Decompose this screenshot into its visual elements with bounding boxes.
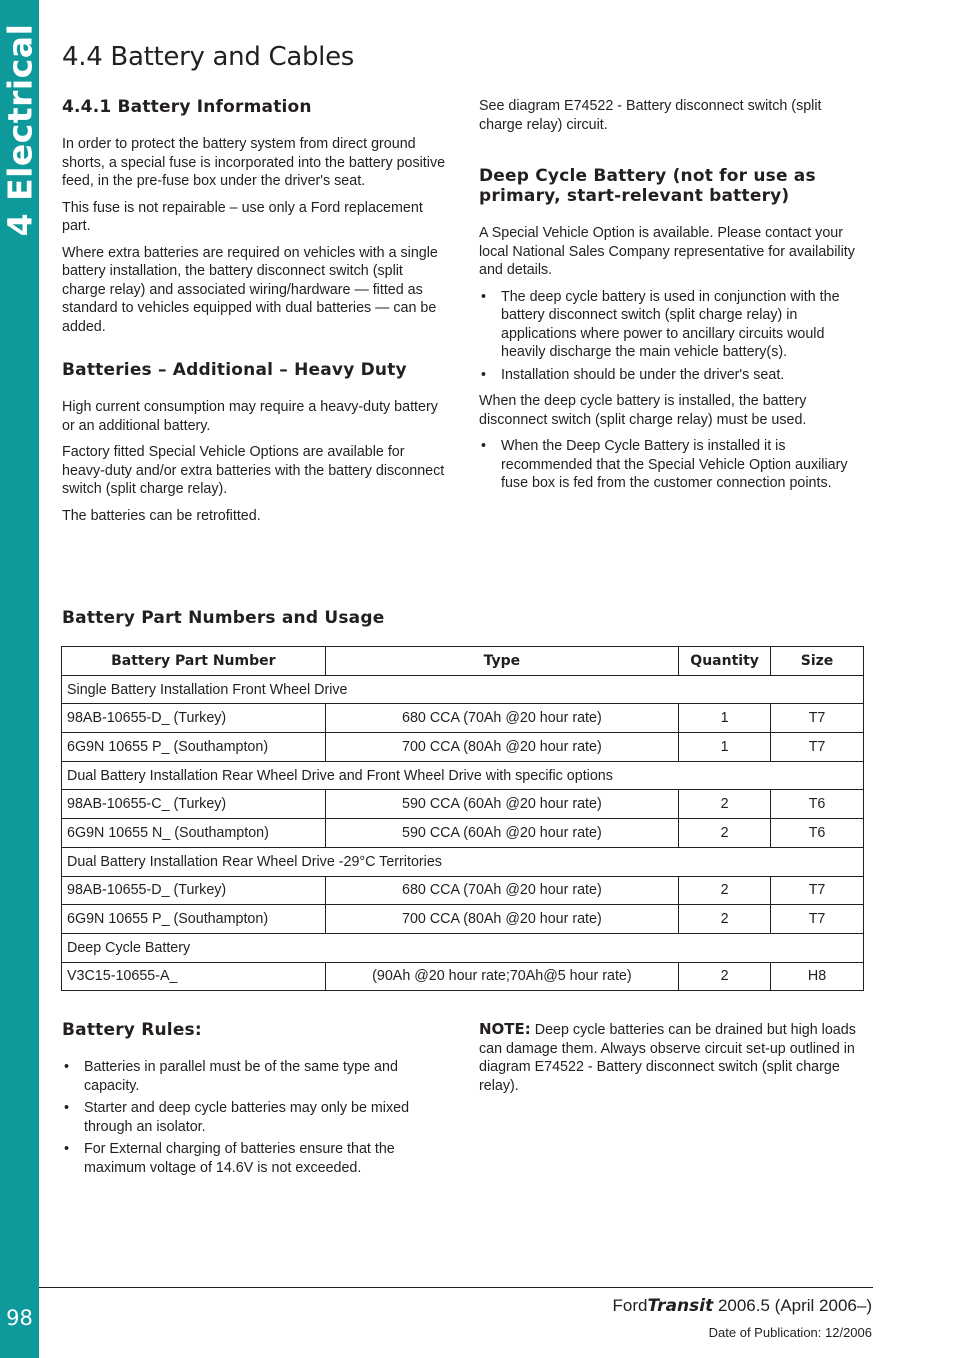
footer-model: Transit bbox=[647, 1296, 714, 1316]
bullet-list bbox=[479, 288, 867, 385]
group-label: Single Battery Installation Front Wheel Drive bbox=[62, 675, 864, 704]
note-section bbox=[479, 1020, 867, 1103]
quantity: 1 bbox=[679, 733, 771, 762]
table-group-row bbox=[62, 847, 864, 876]
battery-type: 700 CCA (80Ah @20 hour rate) bbox=[325, 733, 678, 762]
paragraph: Where extra batteries are required on vehicles with a single battery installation, the battery disconnect switch (split charge relay) and associated wiring/hardware — fitted as standard to vehicles equipped with dual batteries — can be added. bbox=[62, 244, 438, 335]
see-diagram-text: See diagram E74522 - Battery disconnect switch (split charge relay) circuit. bbox=[479, 98, 822, 133]
size: T6 bbox=[771, 790, 864, 819]
part-number: V3C15-10655-A_ bbox=[62, 962, 326, 991]
battery-rules-section bbox=[62, 1020, 448, 1185]
list-item: • Installation should be under the driver's seat. bbox=[479, 366, 867, 385]
footer-title bbox=[612, 1296, 872, 1316]
table-row bbox=[62, 704, 864, 733]
battery-type: 590 CCA (60Ah @20 hour rate) bbox=[325, 819, 678, 848]
table-row bbox=[62, 819, 864, 848]
part-number: 98AB-10655-C_ (Turkey) bbox=[62, 790, 326, 819]
paragraph: Factory fitted Special Vehicle Options are available for heavy-duty and/or extra batteries with the battery disconnect switch (split charge relay). bbox=[62, 444, 445, 497]
battery-type: 590 CCA (60Ah @20 hour rate) bbox=[325, 790, 678, 819]
note-text: Deep cycle batteries can be drained but high loads can damage them. Always observe circuit set-up outlined in diagram E74522 - Battery disconnect switch (split charge relay). bbox=[479, 1022, 856, 1094]
battery-parts-table bbox=[61, 646, 864, 991]
table-group-row bbox=[62, 761, 864, 790]
page-number: 98 bbox=[6, 1306, 33, 1330]
footer-divider bbox=[39, 1287, 873, 1288]
table-row bbox=[62, 790, 864, 819]
page-title: 4.4 Battery and Cables bbox=[62, 42, 355, 72]
column-header: Type bbox=[325, 647, 678, 676]
paragraph: This fuse is not repairable – use only a Ford replacement part. bbox=[62, 199, 423, 234]
part-number: 6G9N 10655 P_ (Southampton) bbox=[62, 905, 326, 934]
chapter-side-tab bbox=[0, 0, 39, 1358]
list-item: • When the Deep Cycle Battery is installed it is recommended that the Special Vehicle Option auxiliary fuse box is fed from the customer connection points. bbox=[479, 437, 867, 493]
size: T7 bbox=[771, 876, 864, 905]
note-label: NOTE: bbox=[479, 1020, 531, 1038]
parts-table-heading: Battery Part Numbers and Usage bbox=[62, 608, 385, 628]
table-group-row bbox=[62, 933, 864, 962]
battery-type: 680 CCA (70Ah @20 hour rate) bbox=[325, 876, 678, 905]
paragraph: A Special Vehicle Option is available. Please contact your local National Sales Company representative for availability and details. bbox=[479, 225, 855, 278]
footer-brand: Ford bbox=[612, 1296, 648, 1315]
paragraph: In order to protect the battery system from direct ground shorts, a special fuse is incorporated into the battery positive feed, in the pre-fuse box under the driver's seat. bbox=[62, 136, 446, 189]
size: T6 bbox=[771, 819, 864, 848]
size: T7 bbox=[771, 704, 864, 733]
left-column bbox=[62, 97, 448, 533]
quantity: 2 bbox=[679, 876, 771, 905]
deep-cycle-heading: Deep Cycle Battery (not for use as primary, start-relevant battery) bbox=[479, 166, 816, 206]
table-row bbox=[62, 905, 864, 934]
heavy-duty-heading: Batteries – Additional – Heavy Duty bbox=[62, 360, 407, 380]
battery-type: 680 CCA (70Ah @20 hour rate) bbox=[325, 704, 678, 733]
paragraph: The batteries can be retrofitted. bbox=[62, 507, 261, 524]
list-item: • Starter and deep cycle batteries may only be mixed through an isolator. bbox=[62, 1099, 448, 1136]
chapter-label-text: 4 Electrical bbox=[0, 23, 40, 237]
table-row bbox=[62, 876, 864, 905]
table-group-row bbox=[62, 675, 864, 704]
battery-information-heading: 4.4.1 Battery Information bbox=[62, 97, 312, 117]
column-header: Battery Part Number bbox=[62, 647, 326, 676]
table-row bbox=[62, 733, 864, 762]
footer-edition: 2006.5 (April 2006–) bbox=[713, 1296, 872, 1315]
quantity: 1 bbox=[679, 704, 771, 733]
part-number: 6G9N 10655 P_ (Southampton) bbox=[62, 733, 326, 762]
list-item: • For External charging of batteries ensure that the maximum voltage of 14.6V is not exceeded. bbox=[62, 1140, 448, 1177]
part-number: 98AB-10655-D_ (Turkey) bbox=[62, 876, 326, 905]
quantity: 2 bbox=[679, 790, 771, 819]
paragraph: When the deep cycle battery is installed, the battery disconnect switch (split charge relay) must be used. bbox=[479, 393, 807, 428]
quantity: 2 bbox=[679, 905, 771, 934]
quantity: 2 bbox=[679, 962, 771, 991]
group-label: Dual Battery Installation Rear Wheel Drive and Front Wheel Drive with specific options bbox=[62, 761, 864, 790]
part-number: 6G9N 10655 N_ (Southampton) bbox=[62, 819, 326, 848]
battery-type: (90Ah @20 hour rate;70Ah@5 hour rate) bbox=[325, 962, 678, 991]
chapter-label bbox=[0, 0, 39, 260]
part-number: 98AB-10655-D_ (Turkey) bbox=[62, 704, 326, 733]
column-header: Quantity bbox=[679, 647, 771, 676]
paragraph: High current consumption may require a heavy-duty battery or an additional battery. bbox=[62, 399, 438, 434]
size: H8 bbox=[771, 962, 864, 991]
bullet-list bbox=[62, 1058, 448, 1177]
publication-date: Date of Publication: 12/2006 bbox=[708, 1325, 872, 1340]
battery-type: 700 CCA (80Ah @20 hour rate) bbox=[325, 905, 678, 934]
battery-rules-heading: Battery Rules: bbox=[62, 1020, 202, 1040]
list-item: • The deep cycle battery is used in conjunction with the battery disconnect switch (split charge relay) in applications where power to ancillary circuits would heavily discharge the main vehicle battery(s). bbox=[479, 288, 867, 362]
table-header-row bbox=[62, 647, 864, 676]
size: T7 bbox=[771, 733, 864, 762]
column-header: Size bbox=[771, 647, 864, 676]
size: T7 bbox=[771, 905, 864, 934]
quantity: 2 bbox=[679, 819, 771, 848]
note bbox=[479, 1020, 867, 1095]
table-row bbox=[62, 962, 864, 991]
list-item: • Batteries in parallel must be of the same type and capacity. bbox=[62, 1058, 448, 1095]
group-label: Deep Cycle Battery bbox=[62, 933, 864, 962]
bullet-list bbox=[479, 437, 867, 493]
group-label: Dual Battery Installation Rear Wheel Drive -29°C Territories bbox=[62, 847, 864, 876]
right-column bbox=[479, 97, 867, 501]
